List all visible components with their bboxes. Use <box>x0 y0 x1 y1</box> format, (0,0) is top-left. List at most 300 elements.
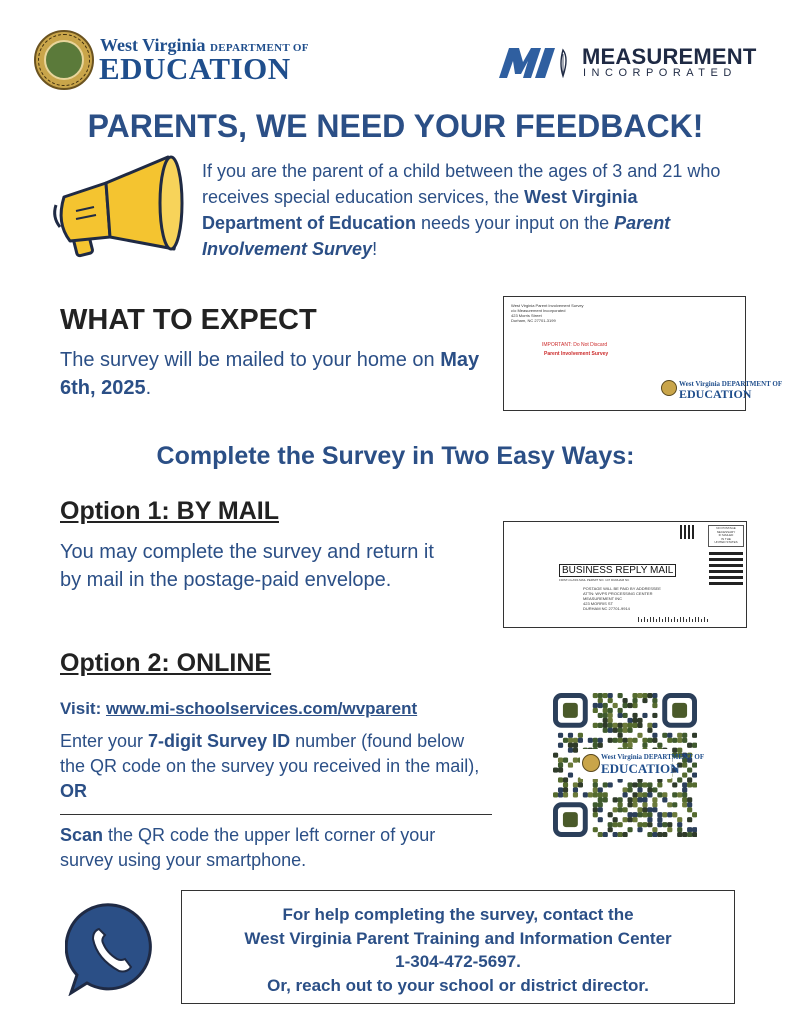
qr-module <box>687 827 692 832</box>
qr-module <box>618 822 623 827</box>
intro-survey-name: Parent Involvement Survey <box>202 213 671 259</box>
qr-module <box>662 733 667 738</box>
qr-module <box>652 832 657 837</box>
wv-seal-icon <box>582 754 600 772</box>
reply-envelope-image <box>503 521 747 628</box>
qr-module <box>568 772 573 777</box>
qr-module <box>627 787 632 792</box>
enter-part1: Enter your <box>60 731 149 751</box>
qr-module <box>603 832 608 837</box>
qr-module <box>687 767 692 772</box>
indicia-text: NO POSTAGE NECESSARY IF MAILED IN THE UNITED STATES <box>714 526 738 544</box>
qr-module <box>593 792 598 797</box>
qr-module <box>642 792 647 797</box>
qr-module <box>593 812 598 817</box>
envelope-title: Parent Involvement Survey <box>544 351 609 357</box>
qr-module <box>568 748 573 753</box>
qr-module <box>573 758 578 763</box>
qr-module <box>627 743 632 748</box>
qr-module <box>613 723 618 728</box>
qr-module <box>558 787 563 792</box>
qr-module <box>692 743 697 748</box>
qr-module <box>558 733 563 738</box>
qr-module <box>632 792 637 797</box>
qr-module <box>647 723 652 728</box>
qr-module <box>642 797 647 802</box>
qr-module <box>677 822 682 827</box>
qr-module <box>642 807 647 812</box>
reply-bars <box>709 552 743 588</box>
qr-module <box>662 832 667 837</box>
qr-module <box>613 817 618 822</box>
qr-module <box>632 698 637 703</box>
qr-module <box>677 738 682 743</box>
qr-module <box>632 817 637 822</box>
qr-module <box>613 703 618 708</box>
qr-module <box>563 782 568 787</box>
wvde-name: West Virginia <box>100 35 206 55</box>
qr-module <box>598 797 603 802</box>
qr-module <box>627 782 632 787</box>
qr-module <box>687 797 692 802</box>
expect-period: . <box>145 377 152 399</box>
mi-name: MEASUREMENT <box>582 44 757 69</box>
qr-module <box>627 718 632 723</box>
qr-module <box>637 822 642 827</box>
qr-module <box>608 708 613 713</box>
qr-module <box>692 827 697 832</box>
qr-module <box>608 718 613 723</box>
qr-module <box>652 797 657 802</box>
qr-module <box>632 782 637 787</box>
qr-module <box>677 777 682 782</box>
qr-module <box>682 832 687 837</box>
scan-rest: the QR code the upper left corner of your survey using your smartphone. <box>60 825 436 870</box>
qr-module <box>558 777 563 782</box>
qr-module <box>687 807 692 812</box>
qr-module <box>632 812 637 817</box>
qr-module <box>568 738 573 743</box>
qr-module <box>677 832 682 837</box>
qr-module <box>613 832 618 837</box>
qr-module <box>652 733 657 738</box>
survey-envelope-image <box>503 296 783 411</box>
qr-module <box>637 807 642 812</box>
qr-module <box>667 822 672 827</box>
qr-module <box>573 792 578 797</box>
qr-module <box>618 738 623 743</box>
or-label: OR <box>60 781 87 801</box>
qr-module <box>692 763 697 768</box>
qr-module <box>687 802 692 807</box>
qr-module <box>578 733 583 738</box>
qr-module <box>608 698 613 703</box>
qr-module <box>652 802 657 807</box>
qr-module <box>598 693 603 698</box>
megaphone-icon <box>50 153 190 263</box>
qr-module <box>553 753 558 758</box>
postage-indicia <box>708 525 744 547</box>
visit-colon: : <box>95 699 106 718</box>
qr-module <box>608 812 613 817</box>
qr-module <box>618 693 623 698</box>
qr-module <box>657 812 662 817</box>
qr-module <box>652 827 657 832</box>
qr-module <box>558 758 563 763</box>
qr-module <box>603 718 608 723</box>
qr-module <box>558 767 563 772</box>
qr-module <box>623 738 628 743</box>
intro-agency: West Virginia Department of Education <box>202 187 638 233</box>
qr-module <box>623 817 628 822</box>
qr-module <box>598 817 603 822</box>
qr-module <box>652 723 657 728</box>
qr-module <box>637 792 642 797</box>
qr-module <box>627 797 632 802</box>
qr-module <box>603 797 608 802</box>
option1-heading: Option 1: BY MAIL <box>60 497 279 525</box>
qr-module <box>657 822 662 827</box>
qr-module <box>598 743 603 748</box>
mail-date: May 6th, 2025 <box>60 349 480 399</box>
qr-module <box>692 782 697 787</box>
qr-module <box>603 708 608 713</box>
qr-module <box>682 797 687 802</box>
qr-module <box>603 792 608 797</box>
qr-module <box>657 743 662 748</box>
survey-url-link[interactable]: www.mi-schoolservices.com/wvparent <box>105 699 418 718</box>
visit-label: Visit <box>60 699 96 718</box>
qr-module <box>623 703 628 708</box>
brm-permit: FIRST-CLASS MAIL PERMIT NO. 147 DURHAM NC <box>559 578 630 582</box>
visit-line <box>60 699 417 719</box>
intro-part3: ! <box>372 239 378 259</box>
qr-module <box>598 807 603 812</box>
qr-module <box>598 698 603 703</box>
qr-module <box>593 693 598 698</box>
qr-module <box>682 763 687 768</box>
qr-module <box>573 738 578 743</box>
qr-module <box>598 802 603 807</box>
qr-module <box>632 693 637 698</box>
qr-module <box>672 738 677 743</box>
qr-module <box>563 787 568 792</box>
qr-module <box>667 812 672 817</box>
qr-module <box>613 728 618 733</box>
qr-module <box>637 812 642 817</box>
qr-module <box>563 758 568 763</box>
qr-logo-wv: West Virginia DEPARTMENT OF <box>601 753 705 761</box>
qr-module <box>657 792 662 797</box>
qr-module <box>672 802 677 807</box>
qr-module <box>632 797 637 802</box>
qr-module <box>593 787 598 792</box>
qr-module <box>637 827 642 832</box>
qr-module <box>652 713 657 718</box>
qr-module <box>593 703 598 708</box>
enter-id-text <box>60 729 480 804</box>
qr-module <box>598 723 603 728</box>
expect-sentence: The survey will be mailed to your home on <box>60 349 441 371</box>
qr-module <box>687 743 692 748</box>
qr-module <box>662 822 667 827</box>
qr-module <box>608 728 613 733</box>
qr-module <box>682 782 687 787</box>
reply-address: POSTAGE WILL BE PAID BY ADDRESSEE ATTN: WVPS PROCESSING CENTER MEASUREMENT INC 423 MORRIS ST DURHAM NC 27701-9914 <box>583 586 661 611</box>
qr-module <box>558 792 563 797</box>
qr-module <box>627 728 632 733</box>
qr-module <box>677 817 682 822</box>
qr-module <box>667 738 672 743</box>
help-box <box>181 890 735 1004</box>
qr-module <box>593 743 598 748</box>
qr-module <box>627 738 632 743</box>
qr-module <box>682 733 687 738</box>
qr-module <box>637 693 642 698</box>
qr-module <box>682 792 687 797</box>
qr-module <box>647 792 652 797</box>
qr-module <box>603 703 608 708</box>
qr-module <box>598 703 603 708</box>
two-ways-heading: Complete the Survey in Two Easy Ways: <box>156 442 635 470</box>
phone-icon <box>65 901 160 996</box>
qr-module <box>647 817 652 822</box>
qr-module <box>647 787 652 792</box>
qr-module <box>642 713 647 718</box>
wvde-logo-education: EDUCATION <box>99 51 291 86</box>
envelope-return-address: West Virginia Parent Involvement Survey c/o Measurement Incorporated 423 Morris Street Durham, NC 27701-3199 <box>511 303 584 323</box>
qr-module <box>627 723 632 728</box>
qr-module <box>603 723 608 728</box>
qr-module <box>692 832 697 837</box>
qr-module <box>692 812 697 817</box>
qr-module <box>647 728 652 733</box>
qr-module <box>642 812 647 817</box>
qr-module <box>667 802 672 807</box>
qr-module <box>682 802 687 807</box>
qr-module <box>672 812 677 817</box>
qr-module <box>593 807 598 812</box>
wv-seal-icon <box>34 30 94 90</box>
help-line4: Or, reach out to your school or district director. <box>267 975 649 995</box>
qr-module <box>647 807 652 812</box>
qr-module <box>558 743 563 748</box>
qr-module <box>672 792 677 797</box>
qr-module <box>618 728 623 733</box>
qr-module <box>652 698 657 703</box>
qr-module <box>652 703 657 708</box>
qr-module <box>593 802 598 807</box>
option2-heading: Option 2: ONLINE <box>60 649 272 677</box>
help-line1: For help completing the survey, contact the <box>282 905 634 924</box>
qr-module <box>603 713 608 718</box>
qr-module <box>613 797 618 802</box>
qr-module <box>618 733 623 738</box>
qr-module <box>608 723 613 728</box>
survey-id-label: 7-digit Survey ID <box>148 731 291 751</box>
qr-module <box>608 693 613 698</box>
mi-subtitle: INCORPORATED <box>583 67 737 79</box>
qr-module <box>613 822 618 827</box>
help-phone: 1-304-472-5697. <box>395 952 521 971</box>
qr-module <box>677 827 682 832</box>
qr-module <box>662 812 667 817</box>
qr-module <box>623 713 628 718</box>
qr-module <box>627 802 632 807</box>
qr-module <box>687 832 692 837</box>
qr-module <box>608 713 613 718</box>
qr-module <box>632 802 637 807</box>
help-line2: West Virginia Parent Training and Information Center <box>244 928 672 948</box>
qr-module <box>563 777 568 782</box>
qr-module <box>598 713 603 718</box>
qr-module <box>573 743 578 748</box>
qr-finder-center <box>672 703 687 718</box>
qr-module <box>568 733 573 738</box>
qr-module <box>662 792 667 797</box>
qr-module <box>583 792 588 797</box>
qr-module <box>632 738 637 743</box>
qr-module <box>578 782 583 787</box>
qr-module <box>623 728 628 733</box>
qr-module <box>637 797 642 802</box>
qr-module <box>642 822 647 827</box>
qr-module <box>593 738 598 743</box>
fim-bars <box>680 525 694 539</box>
qr-module <box>568 743 573 748</box>
qr-module <box>618 807 623 812</box>
qr-module <box>642 743 647 748</box>
qr-module <box>568 763 573 768</box>
qr-module <box>618 797 623 802</box>
qr-module <box>637 723 642 728</box>
wv-seal-icon <box>661 380 677 396</box>
qr-module <box>627 703 632 708</box>
qr-module <box>598 738 603 743</box>
qr-module <box>608 827 613 832</box>
qr-module <box>637 718 642 723</box>
qr-module <box>687 782 692 787</box>
qr-module <box>642 738 647 743</box>
qr-module <box>657 832 662 837</box>
qr-module <box>642 698 647 703</box>
qr-module <box>623 743 628 748</box>
wvde-dept: DEPARTMENT OF <box>210 42 309 54</box>
qr-module <box>573 782 578 787</box>
divider <box>60 814 492 815</box>
qr-module <box>652 738 657 743</box>
qr-module <box>608 738 613 743</box>
qr-module <box>662 797 667 802</box>
scan-word: Scan <box>60 825 104 845</box>
page-title: PARENTS, WE NEED YOUR FEEDBACK! <box>87 108 704 144</box>
qr-module <box>598 832 603 837</box>
business-reply-mail: BUSINESS REPLY MAIL <box>559 564 676 577</box>
intro-part1: If you are the parent of a child between the ages of 3 and 21 who receives special education services, the <box>202 161 721 207</box>
qr-module <box>613 807 618 812</box>
qr-module <box>553 767 558 772</box>
qr-module <box>667 733 672 738</box>
qr-module <box>677 748 682 753</box>
qr-module <box>652 787 657 792</box>
qr-module <box>627 827 632 832</box>
qr-logo-edu: EDUCATION <box>601 761 680 776</box>
qr-module <box>647 812 652 817</box>
qr-module <box>657 817 662 822</box>
qr-module <box>593 827 598 832</box>
qr-module <box>672 782 677 787</box>
qr-module <box>598 787 603 792</box>
qr-module <box>627 812 632 817</box>
scan-text <box>60 823 480 873</box>
qr-module <box>642 693 647 698</box>
qr-module <box>642 802 647 807</box>
qr-module <box>618 832 623 837</box>
envelope-important: IMPORTANT: Do Not Discard <box>542 342 608 348</box>
qr-module <box>642 782 647 787</box>
qr-module <box>647 693 652 698</box>
qr-module <box>553 792 558 797</box>
qr-module <box>613 738 618 743</box>
qr-module <box>563 738 568 743</box>
qr-module <box>618 708 623 713</box>
qr-module <box>623 832 628 837</box>
qr-module <box>588 792 593 797</box>
qr-module <box>618 713 623 718</box>
qr-module <box>573 787 578 792</box>
qr-module <box>682 738 687 743</box>
qr-module <box>682 772 687 777</box>
qr-module <box>647 832 652 837</box>
qr-module <box>687 817 692 822</box>
qr-module <box>578 738 583 743</box>
qr-module <box>692 733 697 738</box>
qr-module <box>632 723 637 728</box>
qr-module <box>608 822 613 827</box>
qr-module <box>647 822 652 827</box>
qr-module <box>677 733 682 738</box>
qr-module <box>563 792 568 797</box>
qr-module <box>632 703 637 708</box>
qr-module <box>652 807 657 812</box>
qr-module <box>588 738 593 743</box>
postal-barcode <box>638 617 708 622</box>
what-to-expect-heading: WHAT TO EXPECT <box>60 304 317 336</box>
qr-module <box>623 787 628 792</box>
mi-logo-icon <box>497 46 575 80</box>
qr-module <box>618 802 623 807</box>
qr-module <box>623 698 628 703</box>
qr-module <box>632 718 637 723</box>
qr-module <box>618 723 623 728</box>
qr-module <box>593 723 598 728</box>
qr-module <box>657 782 662 787</box>
qr-module <box>647 738 652 743</box>
qr-module <box>608 782 613 787</box>
qr-module <box>593 782 598 787</box>
envelope-wv: West Virginia DEPARTMENT OF <box>679 380 783 388</box>
qr-module <box>573 748 578 753</box>
qr-module <box>603 728 608 733</box>
intro-part2: needs your input on the <box>416 213 615 233</box>
intro-text <box>202 158 742 262</box>
qr-module <box>637 733 642 738</box>
qr-center-logo <box>580 749 705 779</box>
envelope-edu: EDUCATION <box>679 387 752 401</box>
qr-finder-center <box>563 812 578 827</box>
qr-module <box>652 693 657 698</box>
qr-module <box>677 792 682 797</box>
